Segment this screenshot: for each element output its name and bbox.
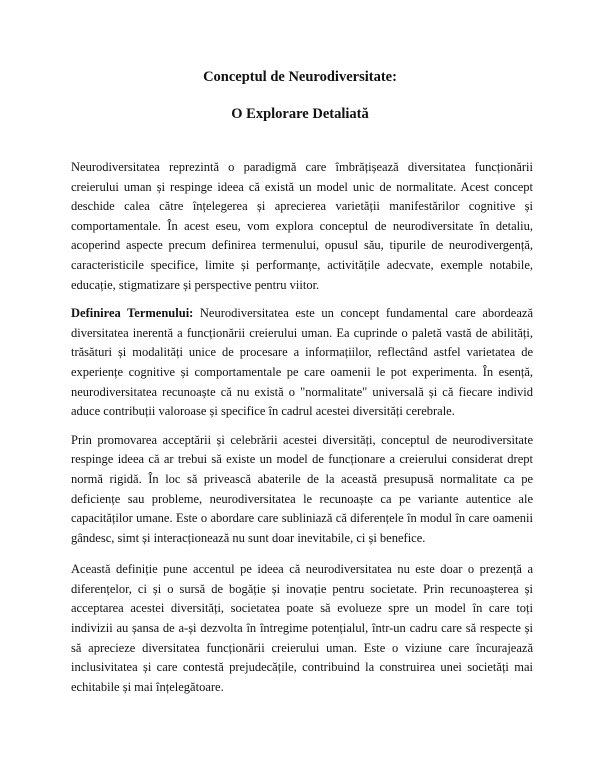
intro-paragraph: Neurodiversitatea reprezintă o paradigmă care îmbrățișează diversitatea funcționării creierului uman și respinge ideea că există un model unic de normalitate. Acest concept deschide calea către înțelegerea și aprecierea varietății manifestărilor cognitive și comportamentale. În acest eseu, vom explora conceptul de neurodiversitate în detaliu, acoperind aspecte precum definirea termenului, opusul său, tipurile de neurodivergență, caracteristicile specifice, limite și performanțe, activitățile adecvate, exemple notabile, educație, stigmatizare și perspective pentru viitor.: [71, 160, 533, 292]
definition-text: Neurodiversitatea este un concept fundamental care abordează diversitatea inerentă a funcționării creierului uman. Ea cuprinde o paletă vastă de abilități, trăsături și modalități unice de procesare a informațiilor, reflectând astfel varietatea de experiențe cognitive și comportamentale pe care oamenii le pot experimenta. În esență, neurodiversitatea recunoaște că nu există o "normalitate" universală și că fiecare individ aduce contribuții valoroase și specifice în cadrul acestei diversități cerebrale.: [71, 306, 533, 419]
document-title: Conceptul de Neurodiversitate:: [203, 69, 397, 85]
society-paragraph: Această definiție pune accentul pe ideea că neurodiversitatea nu este doar o prezență a diferențelor, ci și o sursă de bogăție și inovație pentru societate. Prin recunoașterea și acceptarea acestei diversități, societatea poate să evolueze spre un model în care toți indivizii au șansa de a-și dezvolta în întregime potențialul, într-un cadru care să respecte și să aprecieze diversitatea funcționării creierului uman. Este o viziune care încurajează inclusivitatea și care contestă prejudecățile, contribuind la construirea unei societăți mai echitabile și mai înțelegătoare.: [71, 562, 533, 694]
document-body: [71, 158, 533, 706]
document-subtitle: O Explorare Detaliată: [231, 106, 369, 122]
definition-paragraph: [71, 304, 533, 422]
acceptance-paragraph: Prin promovarea acceptării și celebrării acestei diversități, conceptul de neurodiversitate respinge ideea că ar trebui să existe un model de funcționare a creierului considerat drept normă rigidă. În loc să privească abaterile de la această presupusă normalitate ca pe deficiențe sau probleme, neurodiversitatea le recunoaște ca pe variante autentice ale capacităților umane. Este o abordare care subliniază că diferențele în modul în care oamenii gândesc, simt și interacționează nu sunt doar inevitabile, ci și benefice.: [71, 432, 533, 545]
definition-label: Definirea Termenului:: [71, 306, 194, 321]
